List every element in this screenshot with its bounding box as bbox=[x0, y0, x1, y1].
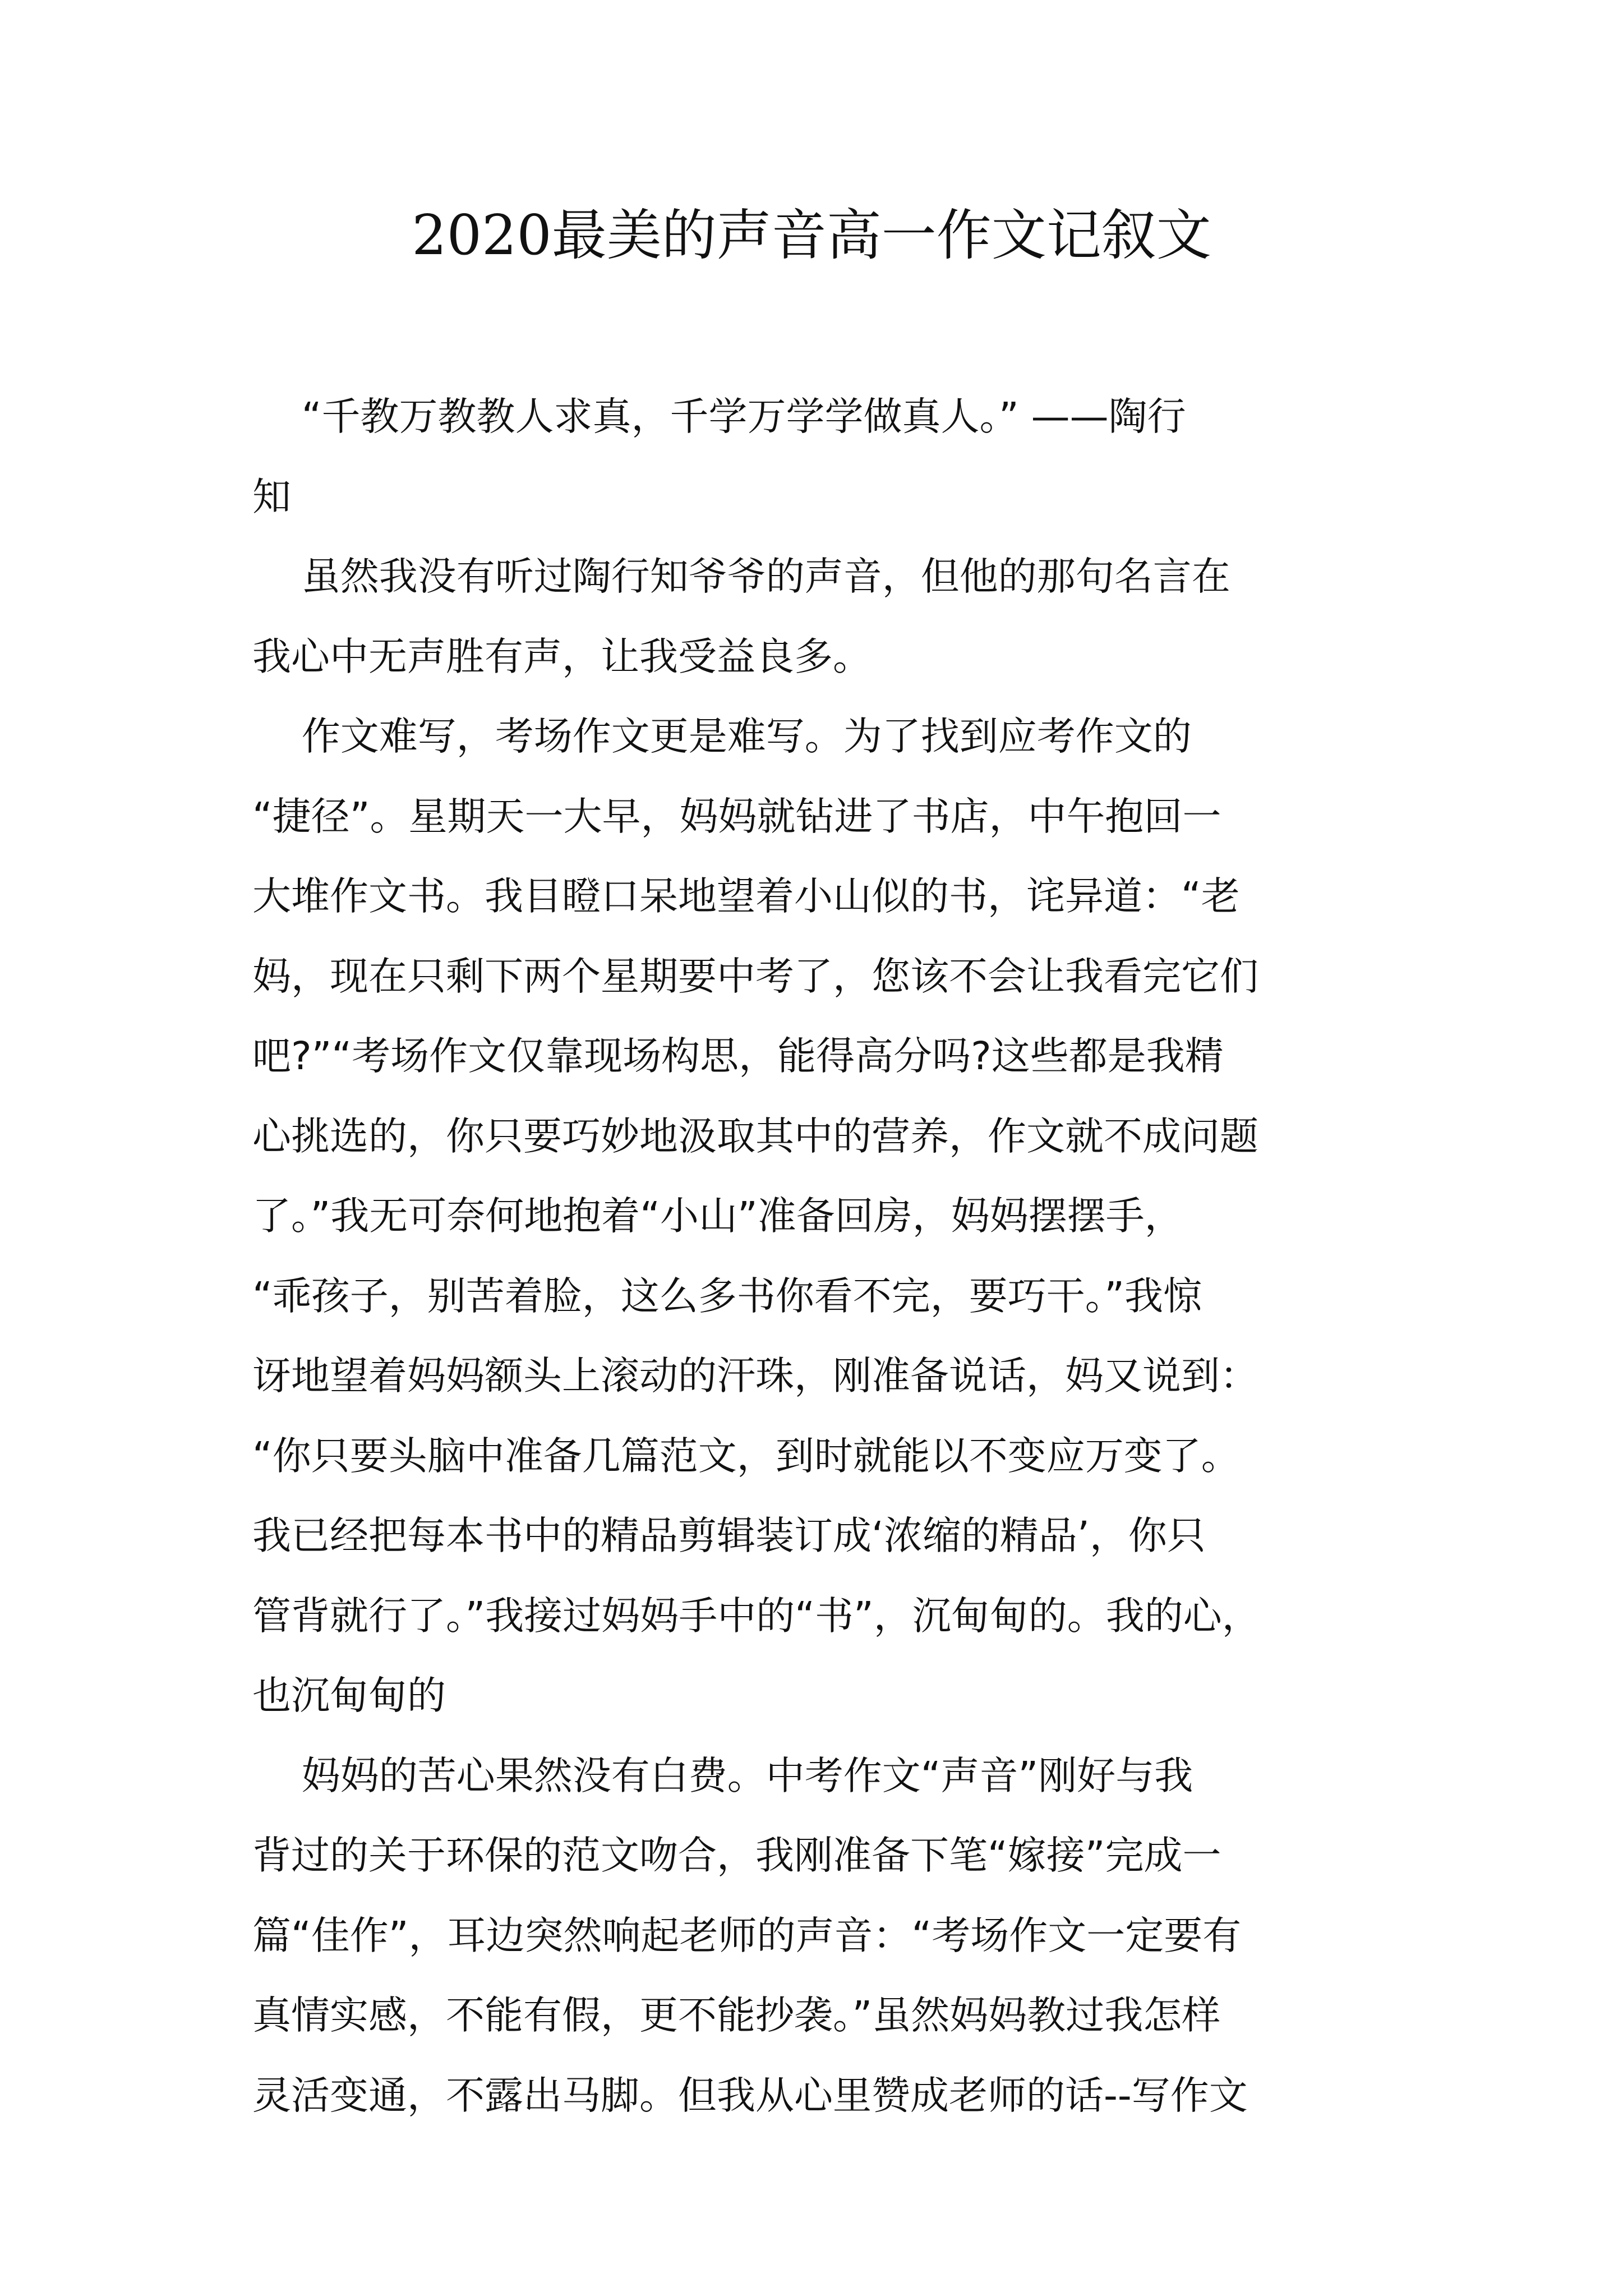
text-line: 背过的关于环保的范文吻合，我刚准备下笔“嫁接”完成一 bbox=[252, 1833, 1221, 1878]
text-line: 我心中无声胜有声，让我受益良多。 bbox=[252, 634, 872, 679]
text-line: “千教万教教人求真，千学万学学做真人。” ——陶行 bbox=[252, 394, 1186, 439]
text-line: “捷径”。星期天一大早，妈妈就钻进了书店，中午抱回一 bbox=[252, 794, 1221, 839]
text-line: 也沉甸甸的 bbox=[252, 1673, 446, 1718]
text-line: 真情实感，不能有假，更不能抄袭。”虽然妈妈教过我怎样 bbox=[252, 1993, 1221, 2038]
text-line: 讶地望着妈妈额头上滚动的汗珠，刚准备说话，妈又说到： bbox=[252, 1354, 1258, 1398]
text-line: “乖孩子，别苦着脸，这么多书你看不完，要巧干。”我惊 bbox=[252, 1273, 1202, 1319]
text-line: 妈，现在只剩下两个星期要中考了，您该不会让我看完它们 bbox=[252, 954, 1258, 999]
text-line: 篇“佳作”，耳边突然响起老师的声音：“考场作文一定要有 bbox=[252, 1913, 1242, 1958]
text-line: 管背就行了。”我接过妈妈手中的“书”，沉甸甸的。我的心， bbox=[252, 1593, 1261, 1639]
text-line: 灵活变通，不露出马脚。但我从心里赞成老师的话--写作文 bbox=[252, 2073, 1248, 2118]
text-line: 吧?”“考场作文仅靠现场构思，能得高分吗?这些都是我精 bbox=[252, 1034, 1224, 1079]
text-line: 大堆作文书。我目瞪口呆地望着小山似的书，诧异道：“老 bbox=[252, 874, 1240, 919]
text-line: 作文难写，考场作文更是难写。为了找到应考作文的 bbox=[252, 714, 1192, 759]
document-body bbox=[252, 377, 1374, 2136]
document-title: 2020最美的声音高一作文记叙文 bbox=[412, 204, 1211, 268]
text-line: “你只要头脑中准备几篇范文，到时就能以不变应万变了。 bbox=[252, 1433, 1240, 1479]
text-line: 知 bbox=[252, 474, 291, 519]
text-line: 心挑选的，你只要巧妙地汲取其中的营养，作文就不成问题 bbox=[252, 1114, 1258, 1159]
text-line: 了。”我无可奈何地抱着“小山”准备回房，妈妈摆摆手， bbox=[252, 1194, 1183, 1239]
text-line: 我已经把每本书中的精品剪辑装订成‘浓缩的精品’，你只 bbox=[252, 1513, 1206, 1558]
text-line: 虽然我没有听过陶行知爷爷的声音，但他的那句名言在 bbox=[252, 554, 1230, 599]
text-line: 妈妈的苦心果然没有白费。中考作文“声音”刚好与我 bbox=[252, 1753, 1193, 1798]
